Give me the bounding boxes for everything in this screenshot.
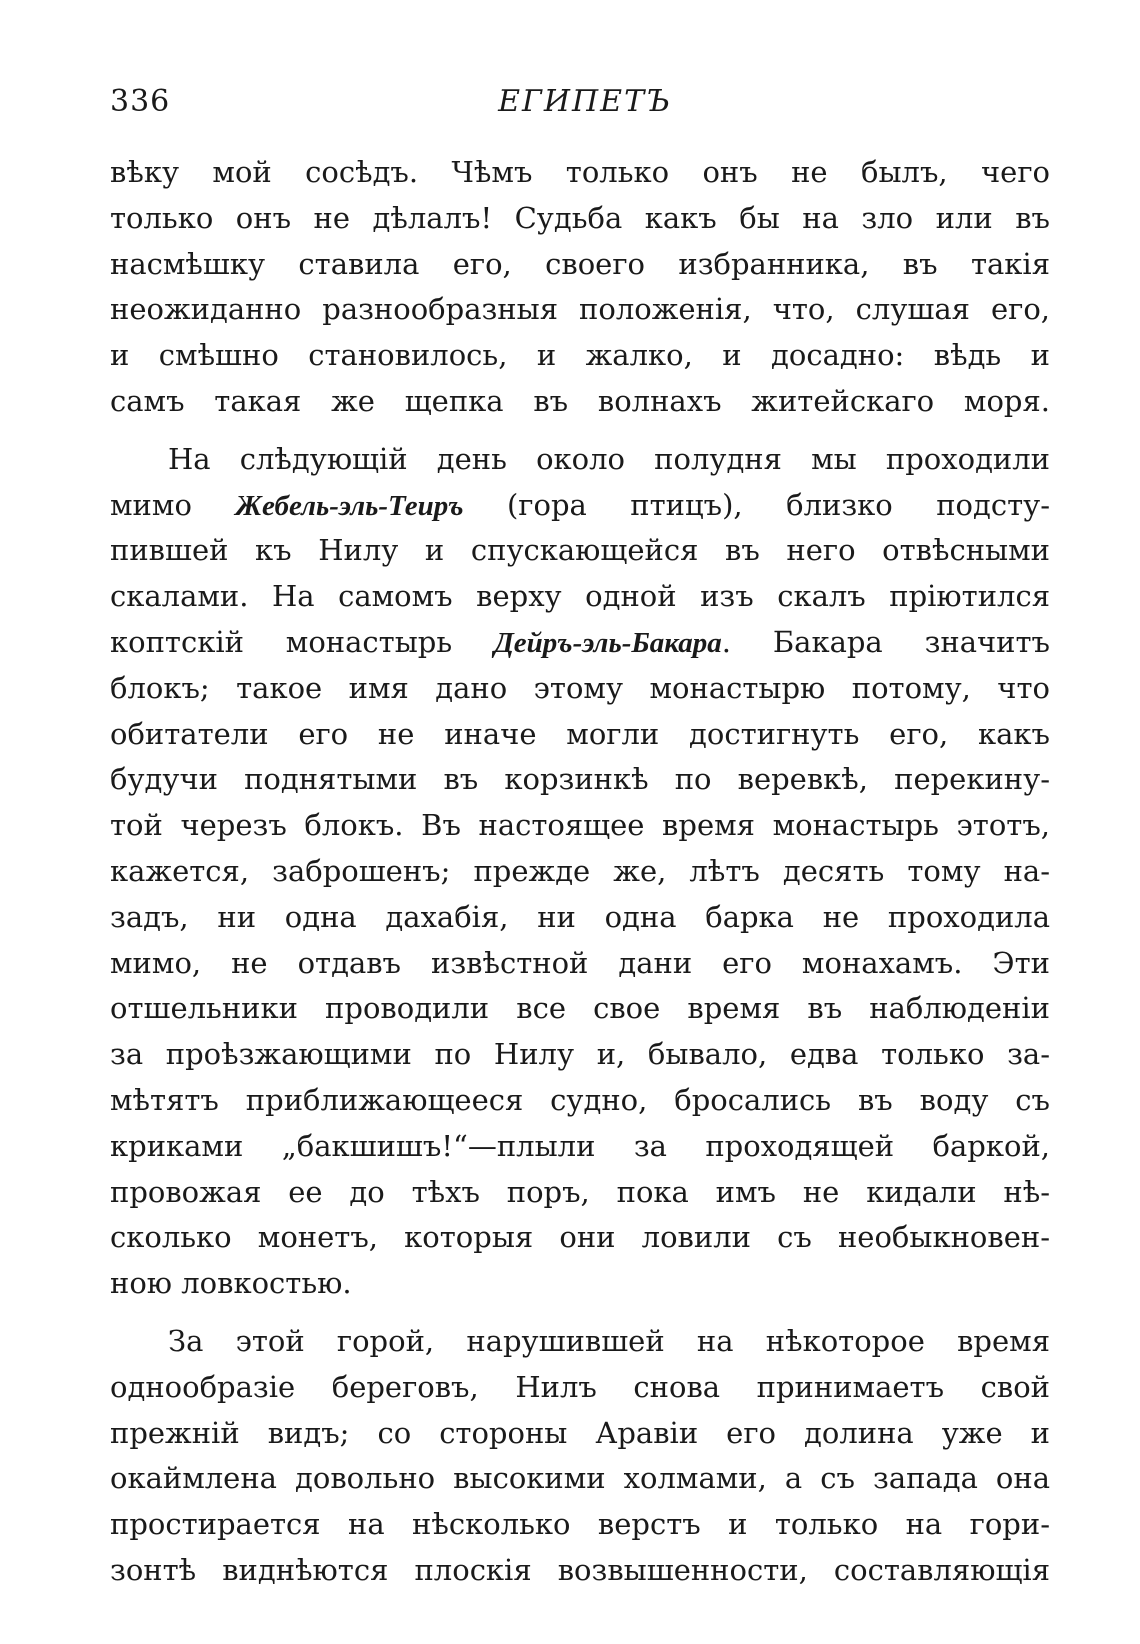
text-line: коптскій монастырь Дейръ-эль-Бакара. Бакара значитъ	[110, 624, 1050, 659]
text-line: сколько монетъ, которыя они ловили съ необыкновен-	[110, 1220, 1050, 1255]
paragraph	[110, 1319, 1050, 1594]
text-line: пившей къ Нилу и спускающейся въ него отвѣсными	[110, 533, 1050, 568]
text-line: мѣтятъ приближающееся судно, бросались въ воду съ	[110, 1082, 1050, 1117]
text-line: неожиданно разнообразныя положенія, что, слушая его,	[110, 292, 1050, 327]
text-line: однообразіе береговъ, Нилъ снова принимаетъ свой	[110, 1369, 1050, 1404]
text-line: обитатели его не иначе могли достигнуть его, какъ	[110, 716, 1050, 751]
text-line: будучи поднятыми въ корзинкѣ по веревкѣ, перекину-	[110, 762, 1050, 797]
paragraph	[110, 437, 1050, 1307]
text-line: вѣку мой сосѣдъ. Чѣмъ только онъ не былъ, чего	[110, 155, 1050, 189]
text-line: только онъ не дѣлалъ! Судьба какъ бы на зло или въ	[110, 200, 1050, 235]
text-line: зонтѣ виднѣются плоскія возвышенности, составляющія	[110, 1552, 1050, 1587]
italic-name: Дейръ-эль-Бакара	[494, 626, 722, 659]
text-line: кажется, заброшенъ; прежде же, лѣтъ десять тому на-	[110, 853, 1050, 888]
italic-name: Жебель-эль-Теиръ	[235, 489, 464, 522]
text-line: скалами. На самомъ верху одной изъ скалъ пріютился	[110, 579, 1050, 614]
text-line: мимо, не отдавъ извѣстной дани его монахамъ. Эти	[110, 945, 1050, 980]
text-line: задъ, ни одна дахабія, ни одна барка не проходила	[110, 899, 1050, 934]
text-line: отшельники проводили все свое время въ наблюденіи	[110, 991, 1050, 1026]
text-line: и смѣшно становилось, и жалко, и досадно: вѣдь и	[110, 338, 1050, 373]
page-header	[110, 84, 1050, 124]
text-line: ною ловкостью.	[110, 1266, 352, 1301]
paragraph	[110, 150, 1050, 425]
text-line: блокъ; такое имя дано этому монастырю потому, что	[110, 670, 1050, 705]
text-line: прежній видъ; со стороны Аравіи его долина уже и	[110, 1415, 1050, 1450]
text-line: За этой горой, нарушившей на нѣкоторое время	[168, 1323, 1050, 1358]
text-line: криками „бакшишъ!“—плыли за проходящей баркой,	[110, 1128, 1050, 1163]
text-line: провожая ее до тѣхъ поръ, пока имъ не кидали нѣ-	[110, 1174, 1050, 1209]
text-line: На слѣдующій день около полудня мы проходили	[168, 441, 1050, 476]
text-line: насмѣшку ставила его, своего избранника, въ такія	[110, 246, 1050, 281]
text-line: за проѣзжающими по Нилу и, бывало, едва только за-	[110, 1037, 1050, 1072]
running-title: ЕГИПЕТЪ	[498, 84, 672, 119]
text-line: окаймлена довольно высокими холмами, а съ запада она	[110, 1461, 1050, 1496]
paragraph-gap	[110, 1307, 1050, 1319]
text-line: самъ такая же щепка въ волнахъ житейскаго моря.	[110, 383, 1050, 418]
body-text	[110, 150, 1050, 1594]
page-number: 336	[110, 84, 171, 119]
paragraph-gap	[110, 425, 1050, 437]
text-line: мимо Жебель-эль-Теиръ (гора птицъ), близко подсту-	[110, 487, 1050, 522]
text-line: той черезъ блокъ. Въ настоящее время монастырь этотъ,	[110, 808, 1050, 843]
text-line: простирается на нѣсколько верстъ и только на гори-	[110, 1507, 1050, 1542]
